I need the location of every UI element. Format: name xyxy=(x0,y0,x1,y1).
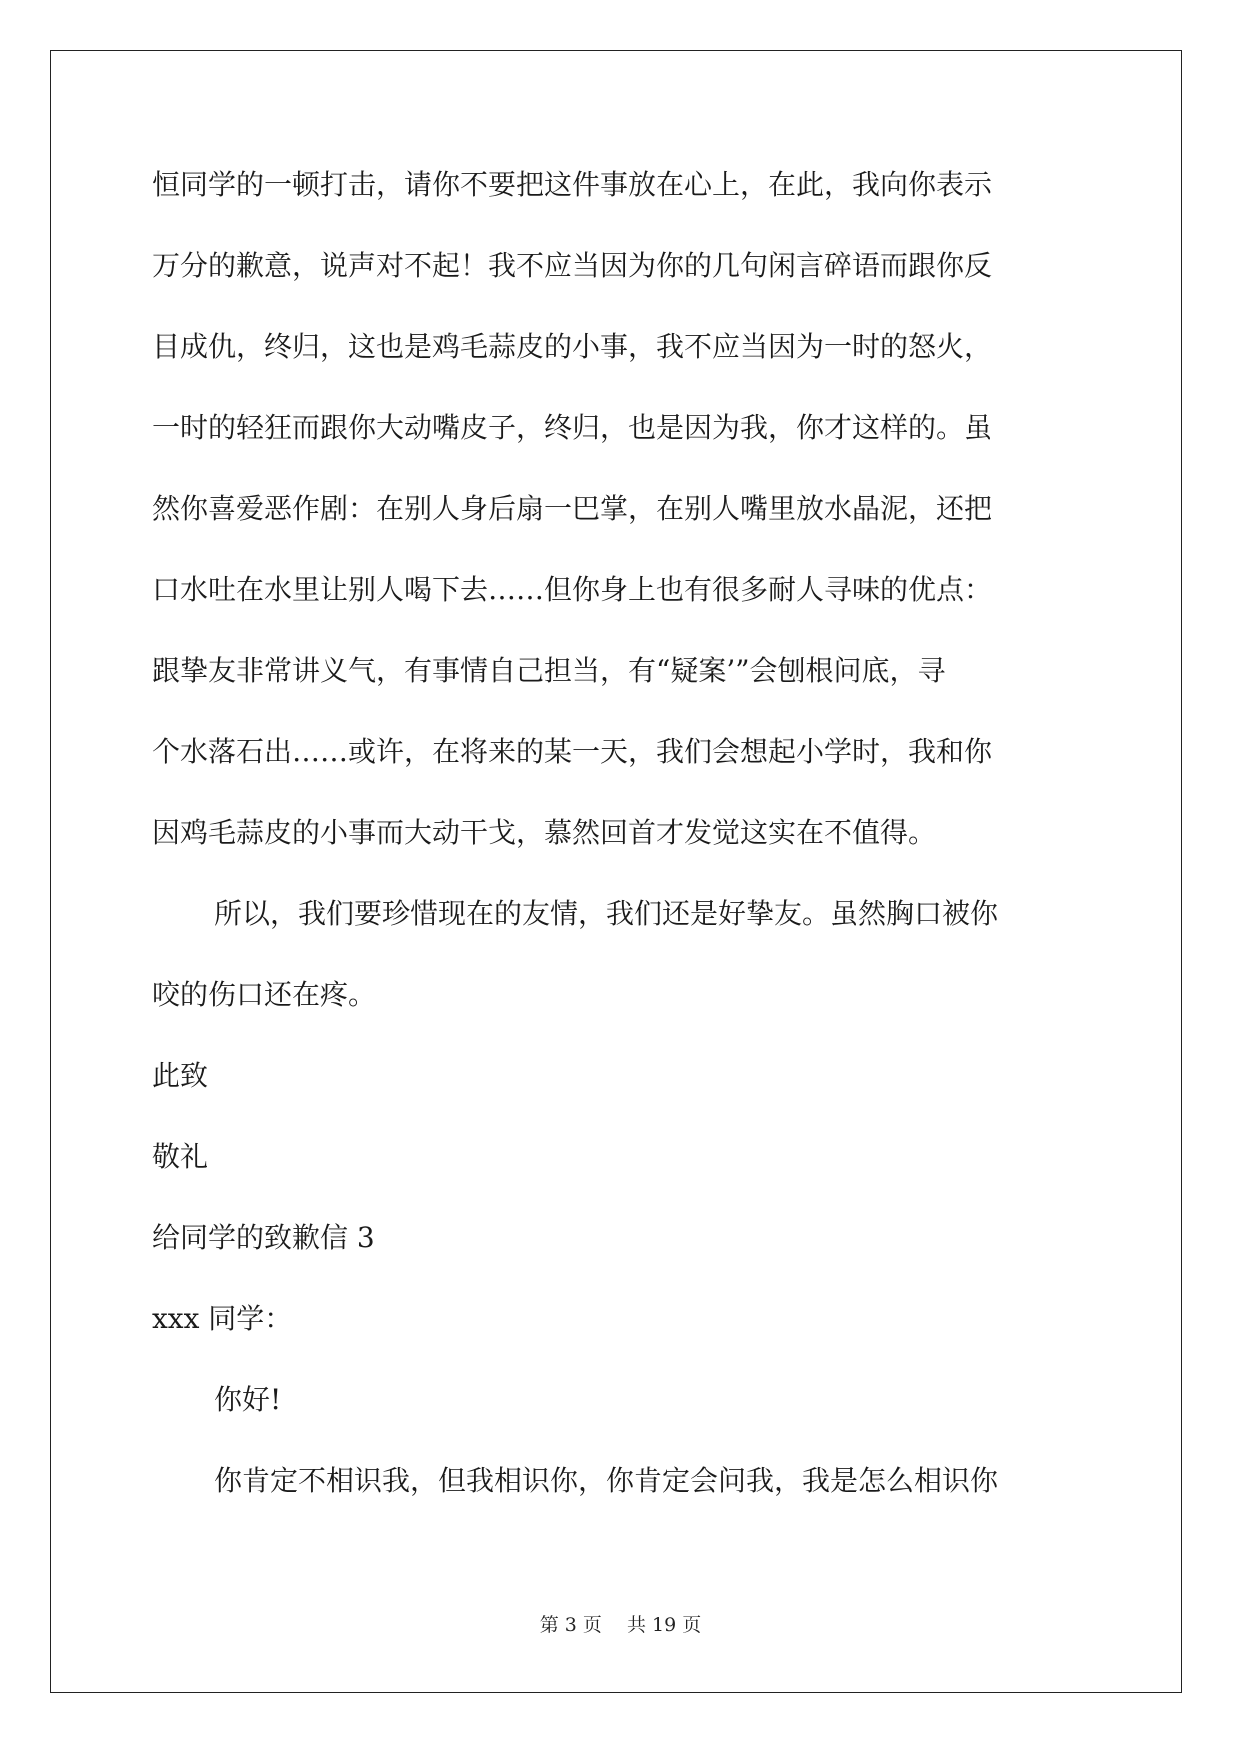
paragraph-apology-continued xyxy=(152,160,1087,889)
page-number-footer: 第 3 页 共 19 页 xyxy=(539,1614,702,1636)
letter-title: 给同学的致歉信 3 xyxy=(152,1221,375,1254)
text-line: 所以，我们要珍惜现在的友情，我们还是好挚友。虽然胸口被你 xyxy=(214,897,999,930)
letter-greeting: 你好! xyxy=(214,1383,282,1416)
paragraph-cherish-friendship xyxy=(152,889,1087,1051)
text-line: 个水落石出……或许，在将来的某一天，我们会想起小学时，我和你 xyxy=(152,735,993,768)
text-line: 一时的轻狂而跟你大动嘴皮子，终归，也是因为我，你才这样的。虽 xyxy=(152,411,993,444)
text-line: 咬的伤口还在疼。 xyxy=(152,978,377,1011)
text-line: 因鸡毛蒜皮的小事而大动干戈，慕然回首才发觉这实在不值得。 xyxy=(152,816,937,849)
letter-recipient: xxx 同学： xyxy=(152,1302,293,1335)
closing-salutation: 此致 xyxy=(152,1059,209,1092)
document-body xyxy=(152,160,1087,1537)
text-line: 万分的歉意，说声对不起！我不应当因为你的几句闲言碎语而跟你反 xyxy=(152,249,993,282)
text-line: 口水吐在水里让别人喝下去……但你身上也有很多耐人寻味的优点： xyxy=(152,573,993,606)
letter-first-line: 你肯定不相识我，但我相识你，你肯定会问我，我是怎么相识你 xyxy=(214,1464,999,1497)
text-line: 目成仇，终归，这也是鸡毛蒜皮的小事，我不应当因为一时的怒火， xyxy=(152,330,993,363)
text-line: 然你喜爱恶作剧：在别人身后扇一巴掌，在别人嘴里放水晶泥，还把 xyxy=(152,492,993,525)
text-line: 恒同学的一顿打击，请你不要把这件事放在心上，在此，我向你表示 xyxy=(152,168,993,201)
text-line: 跟挚友非常讲义气，有事情自己担当，有“疑案’”会刨根问底，寻 xyxy=(152,654,946,687)
closing-regards: 敬礼 xyxy=(152,1140,209,1173)
